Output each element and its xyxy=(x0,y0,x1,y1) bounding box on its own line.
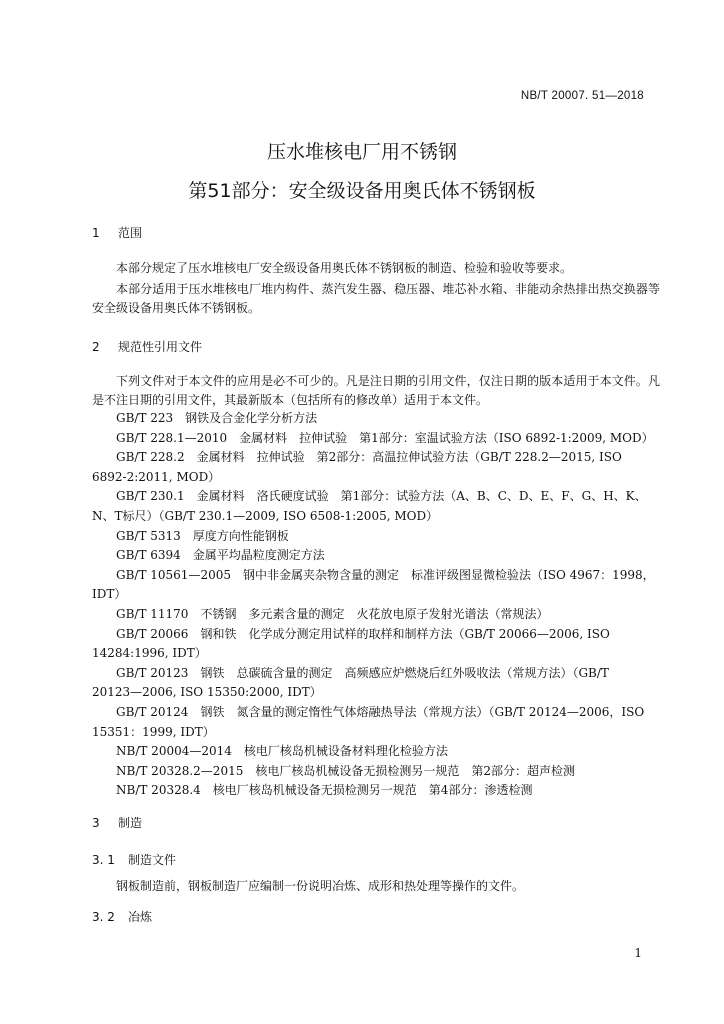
document-subtitle: 第51部分：安全级设备用奥氏体不锈钢板 xyxy=(188,180,536,202)
reference-item xyxy=(92,487,660,526)
reference-text-continued: N、T标尺）（GB/T 230.1—2009, ISO 6508-1:2005, MOD） xyxy=(92,508,439,523)
reference-item xyxy=(92,429,660,449)
reference-text: GB/T 11170 不锈钢 多元素含量的测定 火花放电原子发射光谱法（常规法） xyxy=(116,606,549,621)
reference-item xyxy=(92,781,660,801)
reference-text: NB/T 20004—2014 核电厂核岛机械设备材料理化检验方法 xyxy=(116,744,448,759)
document-title: 压水堆核电厂用不锈钢 xyxy=(266,141,457,163)
reference-list xyxy=(92,409,660,801)
reference-item xyxy=(92,762,660,782)
subsection-title: 冶炼 xyxy=(128,910,153,924)
reference-item xyxy=(92,546,660,566)
reference-text: GB/T 20066 钢和铁 化学成分测定用试样的取样和制样方法（GB/T 20066—2006, ISO xyxy=(116,626,610,641)
page-number: 1 xyxy=(634,946,642,960)
reference-text-continued: 6892-2:2011, MOD） xyxy=(92,469,221,484)
standard-code: NB/T 20007. 51—2018 xyxy=(520,90,644,102)
reference-item xyxy=(92,664,660,703)
reference-item xyxy=(92,742,660,762)
reference-text: GB/T 223 钢铁及合金化学分析方法 xyxy=(116,411,318,425)
reference-text: NB/T 20328.4 核电厂核岛机械设备无损检测另一规范 第4部分：渗透检测 xyxy=(116,783,533,798)
section-2-heading xyxy=(92,338,202,355)
manufacturing-document-paragraph: 钢板制造前，钢板制造厂应编制一份说明冶炼、成形和热处理等操作的文件。 xyxy=(116,879,525,893)
subsection-number: 3. 1 xyxy=(92,853,115,867)
subsection-number: 3. 2 xyxy=(92,910,115,924)
section-1-heading xyxy=(92,224,142,241)
reference-item xyxy=(92,625,660,664)
section-number: 2 xyxy=(92,340,100,354)
reference-item xyxy=(92,703,660,742)
reference-text: GB/T 230.1 金属材料 洛氏硬度试验 第1部分：试验方法（A、B、C、D、E、F、G、H、K、 xyxy=(116,489,647,504)
reference-text: GB/T 20123 钢铁 总碳硫含量的测定 高频感应炉燃烧后红外吸收法（常规方法）（GB/T xyxy=(116,665,609,680)
section-number: 1 xyxy=(92,226,100,240)
reference-text-continued: 14284:1996, IDT） xyxy=(92,646,207,661)
section-3-heading xyxy=(92,814,142,831)
reference-item xyxy=(92,409,660,429)
section-title: 制造 xyxy=(118,816,143,830)
subsection-title: 制造文件 xyxy=(128,853,177,867)
reference-text-continued: IDT） xyxy=(92,587,127,602)
reference-text: GB/T 5313 厚度方向性能钢板 xyxy=(116,528,289,543)
reference-item xyxy=(92,448,660,487)
reference-text: GB/T 228.2 金属材料 拉伸试验 第2部分：高温拉伸试验方法（GB/T 228.2—2015, ISO xyxy=(116,450,622,465)
reference-text: GB/T 20124 钢铁 氮含量的测定惰性气体熔融热导法（常规方法）（GB/T 20124—2006，ISO xyxy=(116,704,645,719)
reference-item xyxy=(92,527,660,547)
reference-item xyxy=(92,566,660,605)
section-title: 范围 xyxy=(118,226,143,240)
reference-text-continued: 15351：1999, IDT） xyxy=(92,724,215,739)
subsection-3-1-heading xyxy=(92,851,176,868)
normative-references-intro: 下列文件对于本文件的应用是必不可少的。凡是注日期的引用文件，仅注日期的版本适用于本文件。凡是不注日期的引用文件，其最新版本（包括所有的修改单）适用于本文件。 xyxy=(92,374,660,407)
reference-text-continued: 20123—2006, ISO 15350:2000, IDT） xyxy=(92,685,322,700)
reference-item xyxy=(92,605,660,625)
section-title: 规范性引用文件 xyxy=(118,340,203,354)
reference-text: GB/T 6394 金属平均晶粒度测定方法 xyxy=(116,548,325,563)
reference-text: GB/T 10561—2005 钢中非金属夹杂物含量的测定 标准评级图显微检验法（ISO 4967：1998， xyxy=(116,567,655,582)
scope-paragraph-2: 本部分适用于压水堆核电厂堆内构件、蒸汽发生器、稳压器、堆芯补水箱、非能动余热排出热交换器等安全级设备用奥氏体不锈钢板。 xyxy=(92,282,660,315)
reference-text: NB/T 20328.2—2015 核电厂核岛机械设备无损检测另一规范 第2部分：超声检测 xyxy=(116,763,575,778)
subsection-3-2-heading xyxy=(92,908,152,925)
section-number: 3 xyxy=(92,816,100,830)
scope-paragraph-1: 本部分规定了压水堆核电厂安全级设备用奥氏体不锈钢板的制造、检验和验收等要求。 xyxy=(116,261,573,275)
reference-text: GB/T 228.1—2010 金属材料 拉伸试验 第1部分：室温试验方法（ISO 6892-1:2009, MOD） xyxy=(116,430,654,445)
